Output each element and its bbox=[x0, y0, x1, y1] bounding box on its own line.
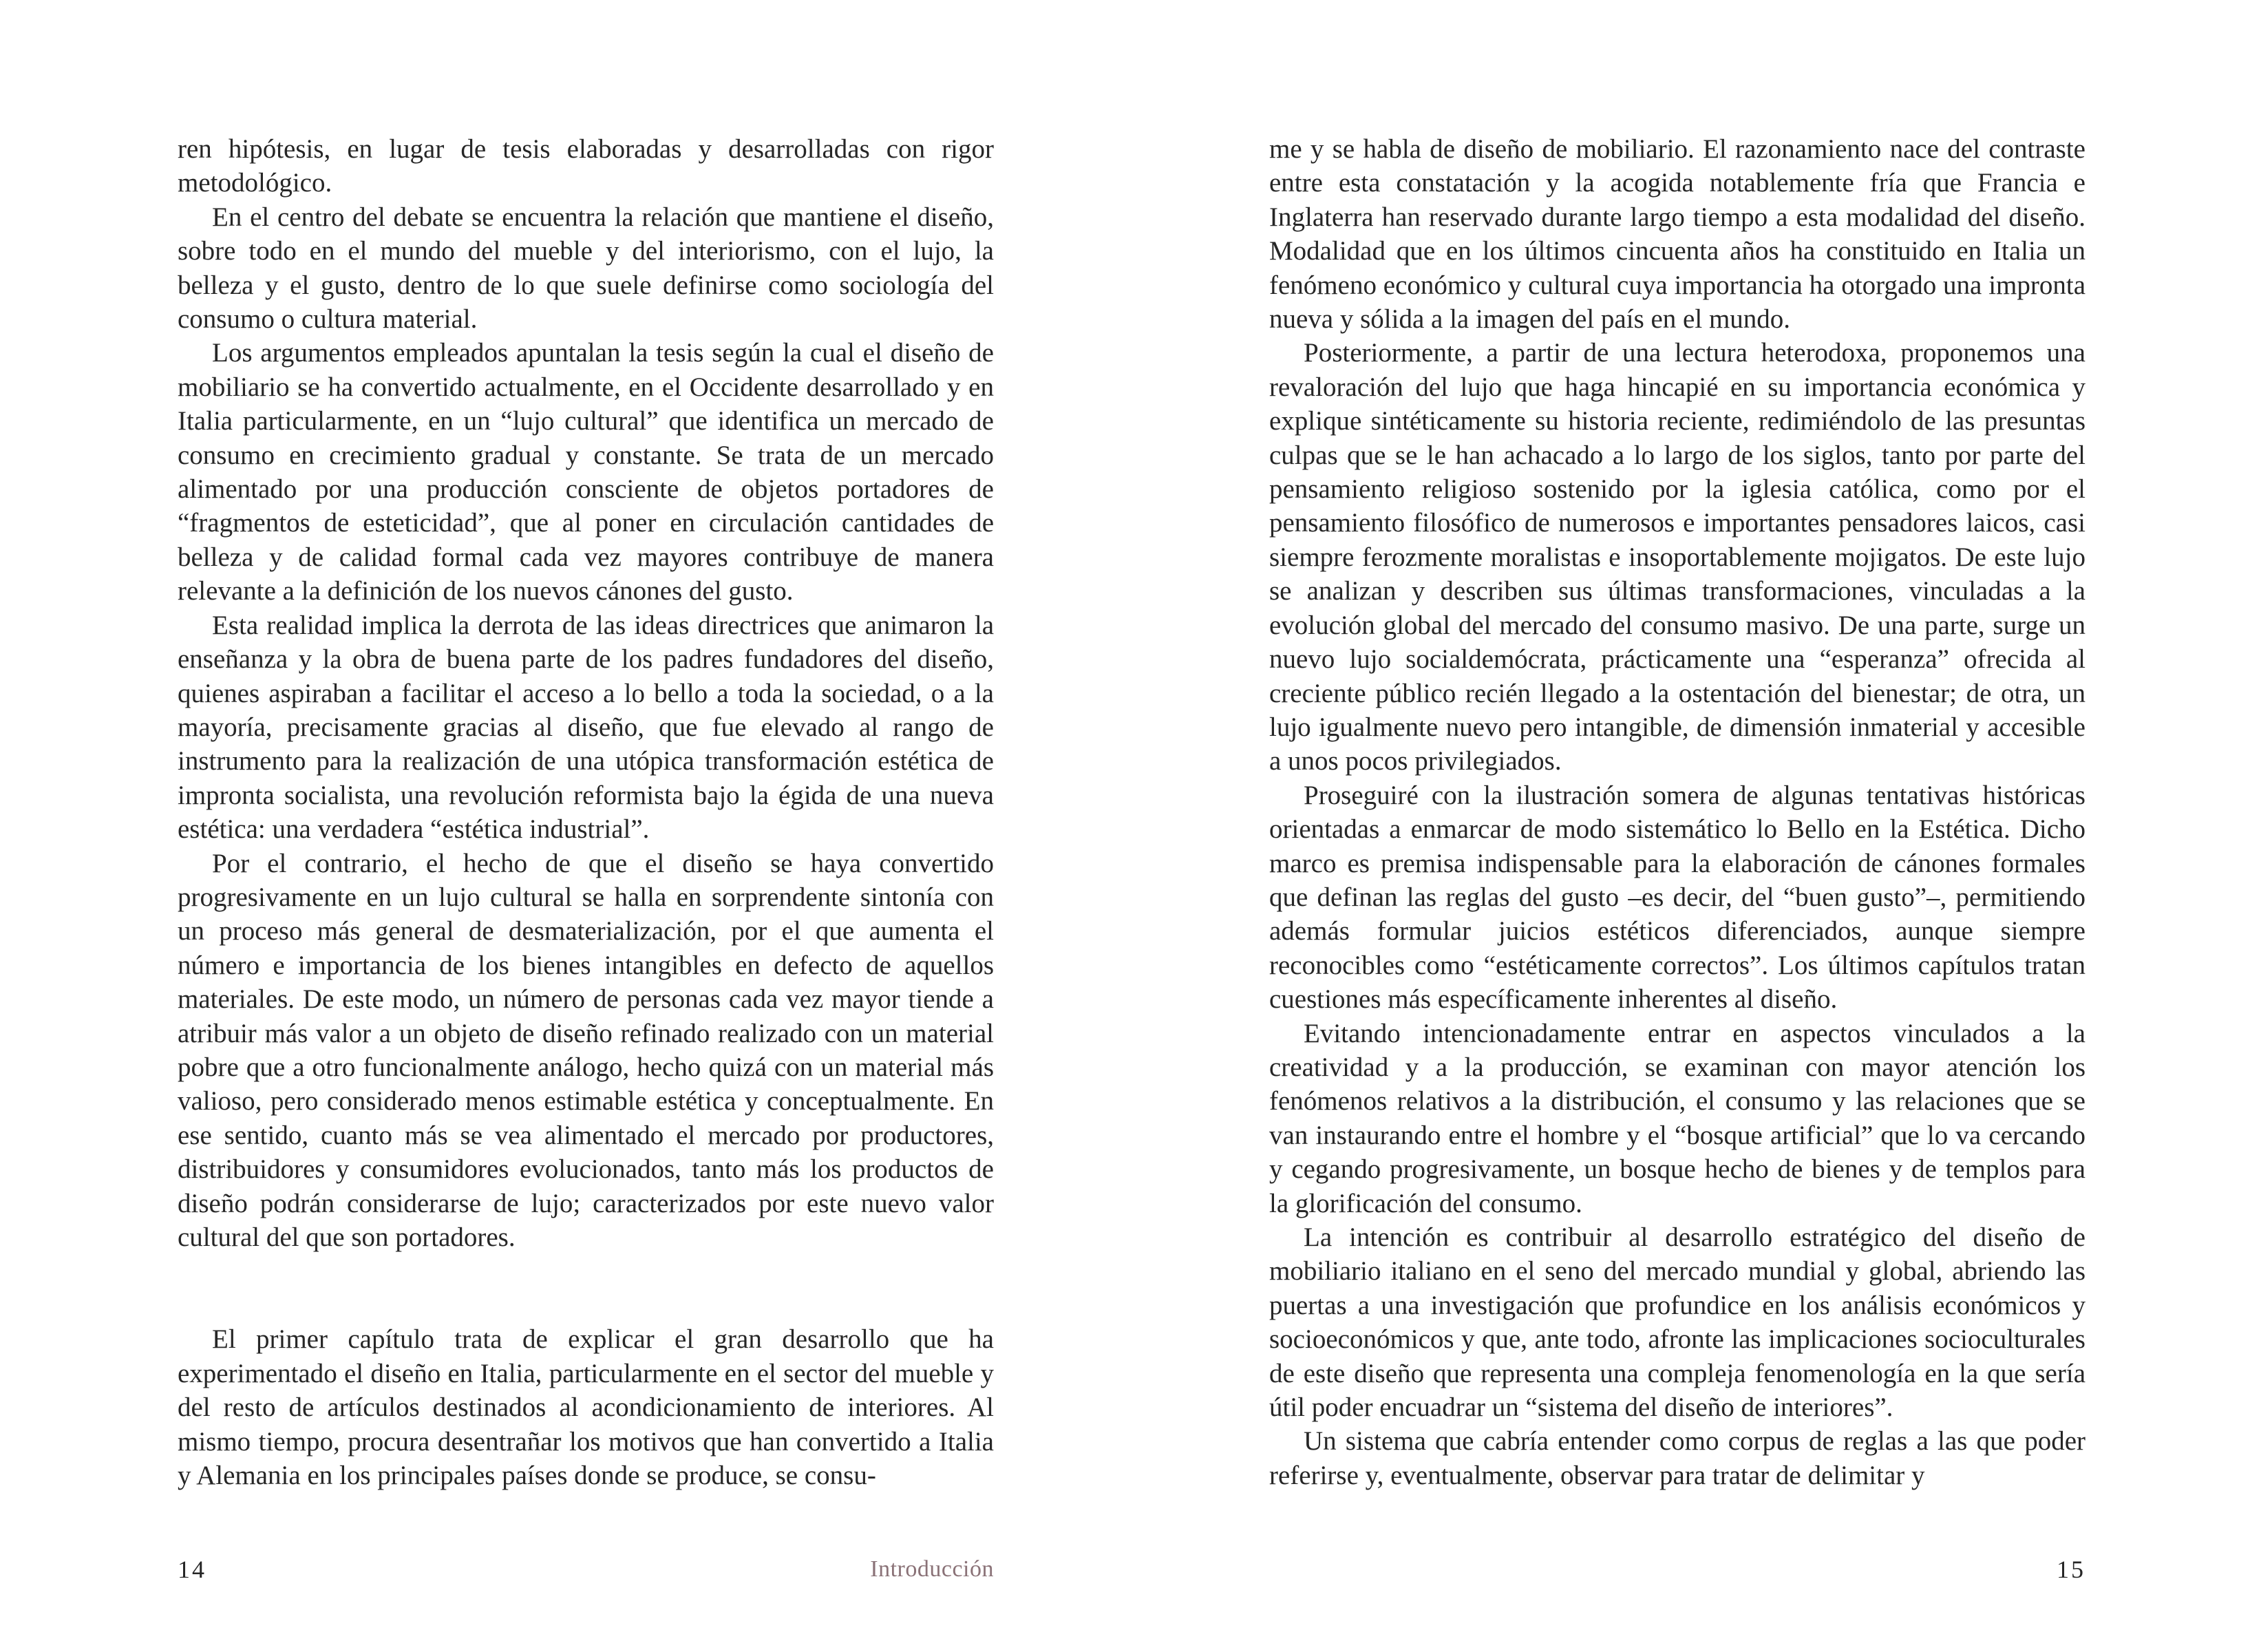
paragraph: Esta realidad implica la derrota de las ideas directrices que animaron la enseñanza y la obra de buena parte de los padres fundadores del diseño, quienes aspiraban a facilitar el acceso a lo bello a toda la sociedad, o a la mayoría, precisamente gracias al diseño, que fue elevado al rango de instrumento para la realización de una utópica transformación estética de impronta socialista, una revolución reformista bajo la égida de una nueva estética: una verdadera “estética industrial”. bbox=[178, 610, 994, 845]
right-page bbox=[1125, 0, 2250, 1652]
paragraph: La intención es contribuir al desarrollo estratégico del diseño de mobiliario italiano en el seno del mercado mundial y global, abriendo las puertas a una investigación que profundice en los análisis económicos y socioeconómicos y que, ante todo, afronte las implicaciones socioculturales de este diseño que representa una compleja fenomenología en la que sería útil poder encuadrar un “sistema del diseño de interiores”. bbox=[1269, 1222, 2086, 1423]
right-page-body bbox=[1269, 132, 2086, 1492]
page-number: 15 bbox=[2057, 1556, 2086, 1583]
paragraph: Por el contrario, el hecho de que el diseño se haya convertido progresivamente en un lujo cultural se halla en sorprendente sintonía con un proceso más general de desmaterialización, por el que aumenta el número e importancia de los bienes intangibles en defecto de aquellos materiales. De este modo, un número de personas cada vez mayor tiende a atribuir más valor a un objeto de diseño refinado realizado con un material pobre que a otro funcionalmente análogo, hecho quizá con un material más valioso, pero considerado menos estimable estética y conceptualmente. En ese sentido, cuanto más se vea alimentado el mercado por productores, distribuidores y consumidores evolucionados, tanto más los productos de diseño podrán considerarse de lujo; caracterizados por este nuevo valor cultural del que son portadores. bbox=[178, 848, 994, 1252]
running-head: Introducción bbox=[870, 1556, 994, 1582]
paragraph: Posteriormente, a partir de una lectura heterodoxa, proponemos una revaloración del lujo que haga hincapié en su importancia económica y explique sintéticamente su historia reciente, redimiéndolo de las presuntas culpas que se le han achacado a lo largo de los siglos, tanto por parte del pensamiento religioso sostenido por la iglesia católica, como por el pensamiento filosófico de numerosos e importantes pensadores laicos, casi siempre ferozmente moralistas e insoportablemente mojigatos. De este lujo se analizan y describen sus últimas transformaciones, vinculadas a la evolución global del mercado del consumo masivo. De una parte, surge un nuevo lujo socialdemócrata, prácticamente una “esperanza” ofrecida al creciente público recién llegado a la ostentación del bienestar; de otra, un lujo igualmente nuevo pero intangible, de dimensión inmaterial y accesible a unos pocos privilegiados. bbox=[1269, 338, 2086, 776]
paragraph: Proseguiré con la ilustración somera de algunas tentativas históricas orientadas a enmarcar de modo sistemático lo Bello en la Estética. Dicho marco es premisa indispensable para la elaboración de cánones formales que definan las reglas del gusto –es decir, del “buen gusto”–, permitiendo además formular juicios estéticos diferenciados, aunque siempre reconocibles como “estéticamente correctos”. Los últimos capítulos tratan cuestiones más específicamente inherentes al diseño. bbox=[1269, 780, 2086, 1015]
paragraph: El primer capítulo trata de explicar el gran desarrollo que ha experimentado el diseño en Italia, particularmente en el sector del mueble y del resto de artículos destinados al acondicionamiento de interiores. Al mismo tiempo, procura desentrañar los motivos que han convertido a Italia y Alemania en los principales países donde se produce, se consu- bbox=[178, 1324, 994, 1491]
paragraph: Los argumentos empleados apuntalan la tesis según la cual el diseño de mobiliario se ha convertido actualmente, en el Occidente desarrollado y en Italia particularmente, en un “lujo cultural” que identifica un mercado de consumo en crecimiento gradual y constante. Se trata de un mercado alimentado por una producción consciente de objetos portadores de “fragmentos de esteticidad”, que al poner en circulación cantidades de belleza y de calidad formal cada vez mayores contribuye de manera relevante a la definición de los nuevos cánones del gusto. bbox=[178, 338, 994, 606]
paragraph: Un sistema que cabría entender como corpus de reglas a las que poder referirse y, eventualmente, observar para tratar de delimitar y bbox=[1269, 1426, 2086, 1490]
paragraph: ren hipótesis, en lugar de tesis elaboradas y desarrolladas con rigor metodológico. bbox=[178, 134, 994, 198]
page-number: 14 bbox=[178, 1556, 206, 1583]
left-page-body bbox=[178, 132, 994, 1492]
paragraph: me y se habla de diseño de mobiliario. El razonamiento nace del contraste entre esta constatación y la acogida notablemente fría que Francia e Inglaterra han reservado durante largo tiempo a esta modalidad del diseño. Modalidad que en los últimos cincuenta años ha constituido en Italia un fenómeno económico y cultural cuya importancia ha otorgado una impronta nueva y sólida a la imagen del país en el mundo. bbox=[1269, 134, 2086, 335]
paragraph: Evitando intencionadamente entrar en aspectos vinculados a la creatividad y a la producción, se examinan con mayor atención los fenómenos relativos a la distribución, el consumo y las relaciones que se van instaurando entre el hombre y el “bosque artificial” que lo va cercando y cegando progresivamente, un bosque hecho de bienes y de templos para la glorificación del consumo. bbox=[1269, 1018, 2086, 1218]
paragraph: En el centro del debate se encuentra la relación que mantiene el diseño, sobre todo en el mundo del mueble y del interiorismo, con el lujo, la belleza y el gusto, dentro de lo que suele definirse como sociología del consumo o cultura material. bbox=[178, 202, 994, 335]
